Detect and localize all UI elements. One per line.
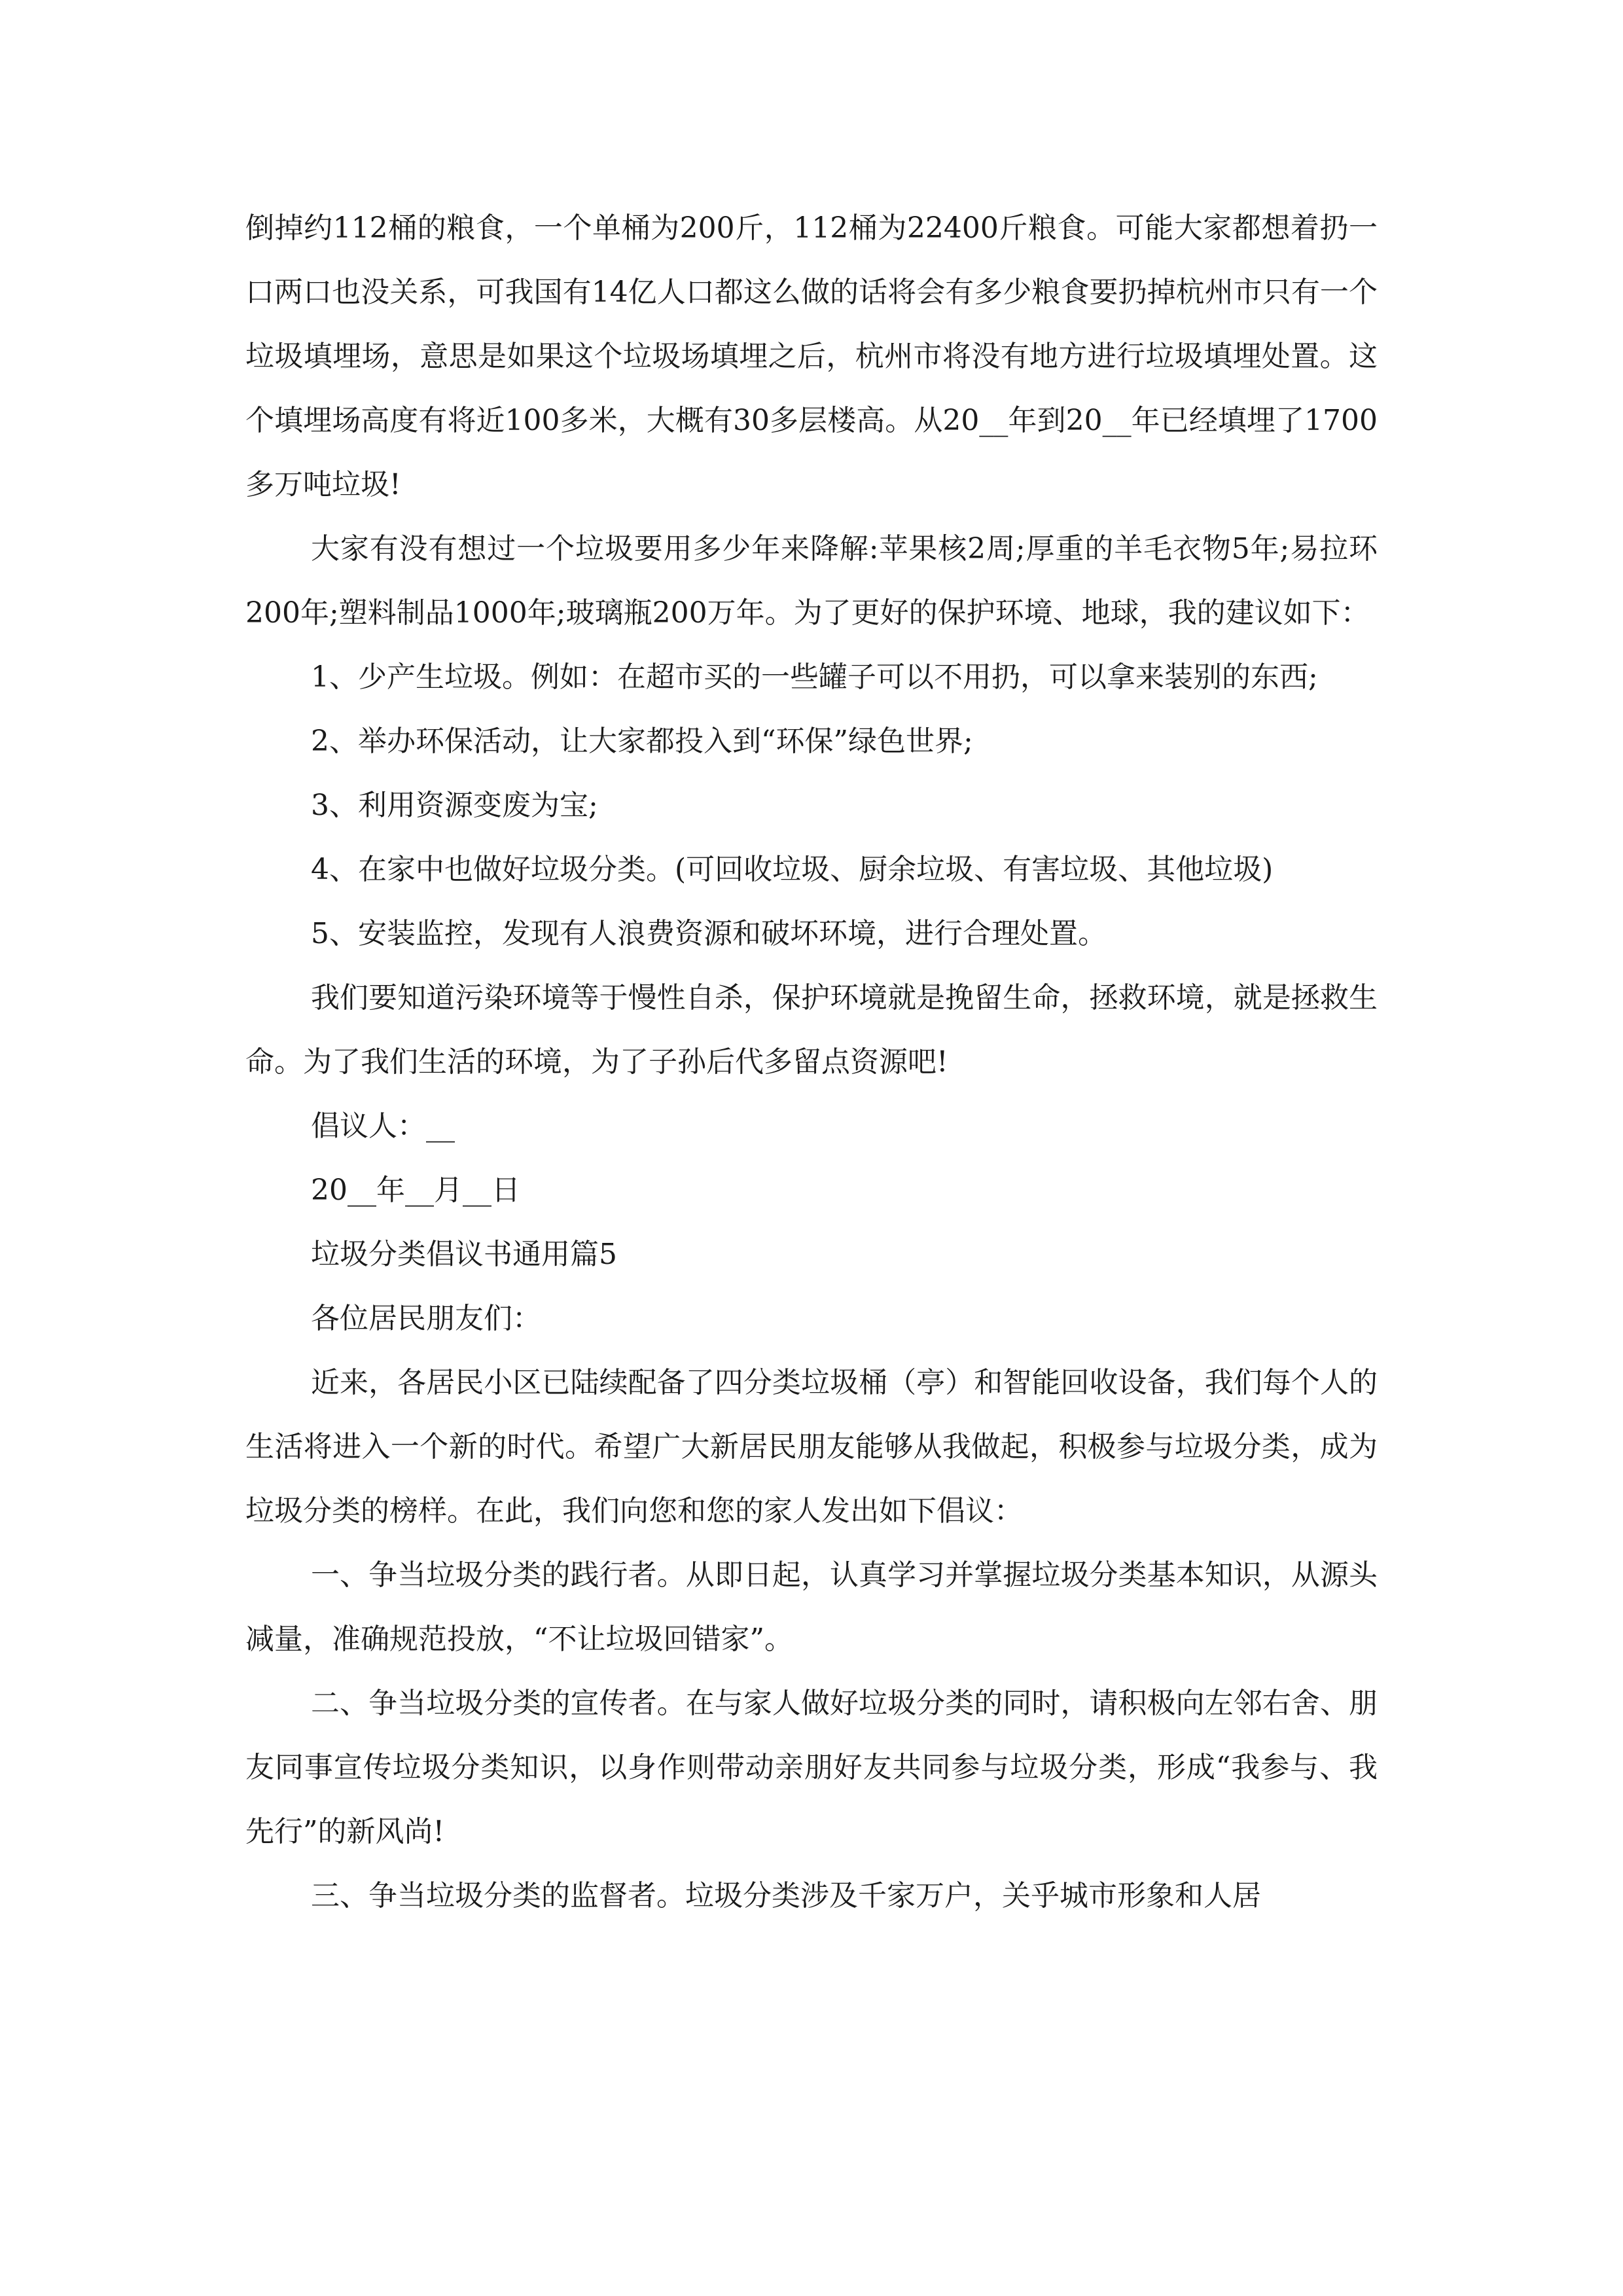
signature-initiator: 倡议人：__ bbox=[311, 1109, 455, 1143]
initiative-3: 三、争当垃圾分类的监督者。垃圾分类涉及千家万户，关乎城市形象和人居 bbox=[311, 1879, 1261, 1912]
paragraph-decomposition: 大家有没有想过一个垃圾要用多少年来降解:苹果核2周;厚重的羊毛衣物5年;易拉环200年;塑料制品1000年;玻璃瓶200万年。为了更好的保护环境、地球，我的建议如下： bbox=[245, 532, 1378, 630]
paragraph-landfill: 倒掉约112桶的粮食，一个单桶为200斤，112桶为22400斤粮食。可能大家都想着扔一口两口也没关系，可我国有14亿人口都这么做的话将会有多少粮食要扔掉杭州市只有一个垃圾填埋场，意思是如果这个垃圾场填埋之后，杭州市将没有地方进行垃圾填埋处置。这个填埋场高度有将近100多米，大概有30多层楼高。从20__年到20__年已经填埋了1700多万吨垃圾! bbox=[245, 211, 1378, 501]
section-title: 垃圾分类倡议书通用篇5 bbox=[311, 1238, 617, 1271]
initiative-2: 二、争当垃圾分类的宣传者。在与家人做好垃圾分类的同时，请积极向左邻右舍、朋友同事宣传垃圾分类知识，以身作则带动亲朋好友共同参与垃圾分类，形成“我参与、我先行”的新风尚! bbox=[245, 1687, 1378, 1848]
initiative-1: 一、争当垃圾分类的践行者。从即日起，认真学习并掌握垃圾分类基本知识，从源头减量，准确规范投放，“不让垃圾回错家”。 bbox=[245, 1558, 1378, 1656]
suggestion-item-2: 2、举办环保活动，让大家都投入到“环保”绿色世界; bbox=[311, 725, 973, 758]
document-body bbox=[245, 196, 1378, 1928]
suggestion-item-4: 4、在家中也做好垃圾分类。(可回收垃圾、厨余垃圾、有害垃圾、其他垃圾) bbox=[311, 853, 1274, 886]
suggestion-item-3: 3、利用资源变废为宝; bbox=[311, 789, 598, 822]
salutation: 各位居民朋友们： bbox=[311, 1302, 541, 1335]
suggestion-item-5: 5、安装监控，发现有人浪费资源和破坏环境，进行合理处置。 bbox=[311, 917, 1107, 950]
suggestion-item-1: 1、少产生垃圾。例如：在超市买的一些罐子可以不用扔，可以拿来装别的东西; bbox=[311, 660, 1318, 694]
paragraph-conclusion: 我们要知道污染环境等于慢性自杀，保护环境就是挽留生命，拯救环境，就是拯救生命。为了我们生活的环境，为了子孙后代多留点资源吧! bbox=[245, 981, 1378, 1079]
paragraph-intro: 近来，各居民小区已陆续配备了四分类垃圾桶（亭）和智能回收设备，我们每个人的生活将进入一个新的时代。希望广大新居民朋友能够从我做起，积极参与垃圾分类，成为垃圾分类的榜样。在此，我们向您和您的家人发出如下倡议： bbox=[245, 1366, 1378, 1528]
signature-date: 20__年__月__日 bbox=[311, 1174, 520, 1207]
